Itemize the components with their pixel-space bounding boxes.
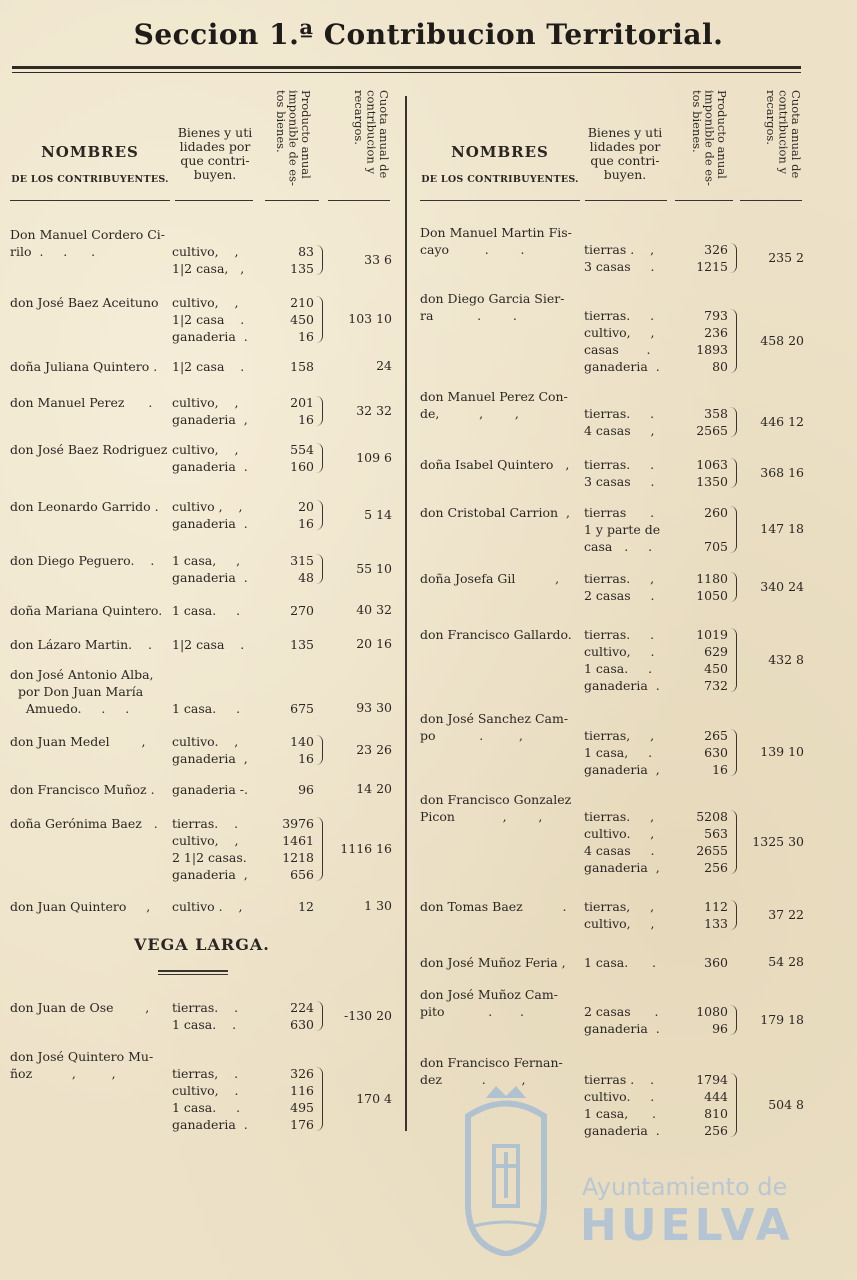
names-header-sub: DE LOS CONTRIBUYENTES. (421, 174, 579, 185)
asset-item: ganaderia . (172, 570, 248, 585)
cuota-header: Cuota anual de contribucion y recargos. (352, 90, 391, 179)
contributor-name: don Diego Garcia Sier- ra . . (420, 291, 565, 323)
product-value: 16 (298, 329, 314, 344)
asset-list (172, 636, 244, 653)
annual-quota: 139 10 (760, 744, 804, 759)
contributor-name: Don Manuel Martin Fis- cayo . . (420, 225, 572, 257)
asset-item: ganaderia . (172, 329, 248, 344)
annual-quota: 235 2 (768, 249, 804, 265)
asset-list (172, 999, 238, 1033)
asset-item: ganaderia , (584, 762, 660, 777)
column-divider (405, 96, 407, 1131)
asset-list (172, 733, 248, 767)
product-values (262, 441, 314, 475)
watermark-line1: Ayuntamiento de (582, 1173, 788, 1201)
asset-item: cultivo, , (172, 244, 239, 259)
asset-item: tierras, , (584, 899, 655, 914)
asset-item: cultivo, . (172, 1083, 239, 1098)
product-values (262, 636, 314, 653)
annual-quota: 446 12 (760, 413, 804, 429)
product-value: 1019 (696, 627, 728, 642)
right-column-header (420, 88, 804, 206)
product-values (262, 999, 314, 1033)
annual-quota: 23 26 (356, 741, 392, 757)
asset-item: tierras. , (584, 809, 655, 824)
asset-list (584, 504, 660, 555)
asset-list (172, 498, 248, 532)
asset-item: 1 casa. . (172, 1100, 241, 1115)
product-value: 260 (704, 505, 728, 520)
asset-list (172, 602, 240, 619)
product-value: 1794 (696, 1072, 728, 1087)
contributor-name: don Juan de Ose , (10, 1000, 150, 1015)
asset-item: ganaderia . (172, 459, 248, 474)
right-column (420, 88, 804, 1138)
product-value: 1063 (696, 457, 728, 472)
contributor-name: doña Gerónima Baez . (10, 816, 158, 831)
product-value (672, 521, 728, 538)
header-underline (265, 200, 319, 201)
asset-item: tierras. . (584, 308, 655, 323)
asset-item: cultivo, , (172, 833, 239, 848)
product-value: 495 (290, 1100, 314, 1115)
asset-item: tierras. . (172, 816, 239, 831)
asset-item: cultivo , , (172, 499, 243, 514)
asset-item: ganaderia , (584, 860, 660, 875)
annual-quota: -130 20 (344, 1007, 392, 1023)
product-value: 224 (290, 1000, 314, 1015)
asset-item: tierras . . (584, 1072, 655, 1087)
asset-item: cultivo, , (172, 295, 239, 310)
asset-item: ganaderia -. (172, 782, 248, 797)
title-rule-thick (12, 66, 801, 69)
product-value: 133 (704, 916, 728, 931)
asset-item: 1 casa. . (584, 955, 657, 970)
asset-item: 3 casas . (584, 259, 655, 274)
contributor-name: Don Manuel Cordero Ci- rilo . . . (10, 227, 166, 259)
bienes-header: Bienes y uti lidades por que contri- buyen. (587, 125, 663, 182)
contributor-name: don Francisco Muñoz . (10, 782, 155, 797)
product-value: 1218 (282, 850, 314, 865)
product-value: 315 (290, 553, 314, 568)
contributor-name: don José Quintero Mu- ñoz , , (10, 1049, 154, 1081)
annual-quota: 24 (376, 358, 392, 373)
header-underline (328, 200, 390, 201)
product-value: 96 (712, 1021, 728, 1036)
asset-list (584, 898, 654, 932)
product-value: 1461 (282, 833, 314, 848)
header-underline (585, 200, 667, 201)
product-value: 201 (290, 395, 314, 410)
header-underline (10, 200, 170, 201)
product-value: 16 (712, 762, 728, 777)
contributor-name: doña Isabel Quintero , (420, 457, 570, 472)
asset-list (584, 456, 655, 490)
annual-quota: 179 18 (760, 1011, 804, 1027)
asset-item: ganaderia . (584, 1123, 660, 1138)
names-header-label: NOMBRES (41, 143, 139, 161)
asset-item: cultivo, , (172, 442, 239, 457)
product-value: 1215 (696, 259, 728, 274)
asset-list (172, 441, 248, 475)
annual-quota: 55 10 (356, 560, 392, 576)
product-value: 1080 (696, 1004, 728, 1019)
asset-item: 1 y parte de (584, 522, 661, 537)
asset-item: ganaderia . (584, 678, 660, 693)
asset-item: 1|2 casa, , (172, 261, 245, 276)
product-value: 705 (704, 539, 728, 554)
asset-item: tierras. . (172, 1000, 239, 1015)
asset-item: 2 1|2 casas. (172, 850, 247, 865)
annual-quota: 33 6 (364, 251, 392, 267)
product-value: 265 (704, 728, 728, 743)
asset-item: 1 casa. . (172, 701, 241, 716)
producto-header: Producto anual imponible de es- tos bienes. (274, 90, 313, 186)
annual-quota: 20 16 (356, 636, 392, 651)
contributor-name: doña Josefa Gil , (420, 571, 560, 586)
product-value: 563 (704, 826, 728, 841)
product-value: 326 (704, 242, 728, 257)
asset-list (172, 815, 248, 883)
asset-item: 2 casas . (584, 588, 655, 603)
product-values (262, 294, 314, 345)
contributor-name: don Lázaro Martin. . (10, 637, 152, 652)
product-values (672, 504, 728, 555)
product-values (262, 394, 314, 428)
product-values (672, 307, 728, 375)
asset-list (172, 394, 248, 428)
annual-quota: 54 28 (768, 954, 804, 969)
product-value: 1180 (696, 571, 728, 586)
product-value: 2565 (696, 423, 728, 438)
asset-list (172, 358, 244, 375)
asset-item: 1 casa. . (172, 603, 241, 618)
names-header-sub: DE LOS CONTRIBUYENTES. (11, 174, 169, 185)
product-value: 326 (290, 1066, 314, 1081)
annual-quota: 93 30 (356, 700, 392, 715)
annual-quota: 432 8 (768, 651, 804, 667)
annual-quota: 458 20 (760, 332, 804, 348)
asset-item: tierras. . (584, 627, 655, 642)
product-value: 135 (290, 637, 314, 652)
product-value: 810 (704, 1106, 728, 1121)
product-value: 236 (704, 325, 728, 340)
asset-item: cultivo, , (584, 325, 655, 340)
asset-list (584, 405, 655, 439)
asset-item: 1|2 casa . (172, 312, 245, 327)
watermark (440, 1080, 800, 1270)
annual-quota: 1116 16 (340, 840, 392, 856)
asset-item: tierras. , (584, 571, 655, 586)
contributor-name: don José Muñoz Cam- pito . . (420, 987, 558, 1019)
product-value: 1050 (696, 588, 728, 603)
product-value: 732 (704, 678, 728, 693)
asset-list (172, 898, 242, 915)
asset-list (584, 1003, 660, 1037)
contributor-name: don Francisco Gallardo. (420, 627, 572, 642)
annual-quota: 504 8 (768, 1096, 804, 1112)
product-value: 630 (704, 745, 728, 760)
product-value: 158 (290, 359, 314, 374)
product-value: 48 (298, 570, 314, 585)
contributor-name: don José Antonio Alba, por Don Juan María Amuedo. . . (10, 667, 154, 716)
product-values (262, 733, 314, 767)
product-value: 160 (290, 459, 314, 474)
header-underline (175, 200, 253, 201)
annual-quota: 340 24 (760, 578, 804, 594)
product-value: 2655 (696, 843, 728, 858)
product-value: 629 (704, 644, 728, 659)
product-values (262, 1065, 314, 1133)
product-value: 256 (704, 1123, 728, 1138)
contributor-name: don José Sanchez Cam- po . , (420, 711, 569, 743)
left-column-header (10, 88, 396, 206)
product-values (262, 243, 314, 277)
product-value: 675 (290, 701, 314, 716)
asset-item: cultivo, , (584, 916, 655, 931)
asset-list (584, 954, 656, 971)
product-value: 1893 (696, 342, 728, 357)
product-value: 450 (704, 661, 728, 676)
header-underline (675, 200, 733, 201)
asset-item: 3 casas . (584, 474, 655, 489)
asset-item: tierras, , (584, 728, 655, 743)
product-value: 554 (290, 442, 314, 457)
product-values (672, 405, 728, 439)
annual-quota: 1 30 (364, 898, 392, 913)
asset-list (584, 727, 660, 778)
asset-item: tierras . (584, 505, 655, 520)
names-header (420, 143, 580, 185)
asset-item: cultivo. . (584, 1089, 655, 1104)
contributor-name: don Cristobal Carrion , (420, 505, 570, 520)
product-values (672, 570, 728, 604)
asset-item: 1|2 casa . (172, 637, 245, 652)
asset-item: 4 casas , (584, 423, 655, 438)
annual-quota: 109 6 (356, 449, 392, 465)
annual-quota: 1325 30 (752, 833, 804, 849)
product-value: 16 (298, 751, 314, 766)
contributor-name: doña Mariana Quintero. (10, 603, 163, 618)
product-value: 12 (298, 899, 314, 914)
asset-list (584, 626, 660, 694)
watermark-line2: HUELVA (580, 1200, 794, 1251)
asset-list (172, 243, 244, 277)
annual-quota: 368 16 (760, 464, 804, 480)
product-value: 112 (704, 899, 728, 914)
asset-item: tierras, . (172, 1066, 239, 1081)
asset-item: 1 casa, , (172, 553, 241, 568)
product-value: 16 (298, 516, 314, 531)
asset-item: 2 casas . (584, 1004, 659, 1019)
product-values (262, 602, 314, 619)
coat-of-arms-icon (446, 1086, 566, 1256)
product-value: 793 (704, 308, 728, 323)
asset-item: ganaderia . (584, 1021, 660, 1036)
contributor-name: don Tomas Baez . (420, 899, 567, 914)
asset-list (172, 294, 248, 345)
product-values (672, 456, 728, 490)
asset-item: cultivo. , (584, 826, 655, 841)
product-value: 3976 (282, 816, 314, 831)
product-value: 256 (704, 860, 728, 875)
header-underline (740, 200, 802, 201)
asset-item: cultivo. , (172, 734, 239, 749)
asset-list (172, 1065, 248, 1133)
product-values (672, 954, 728, 971)
product-value: 16 (298, 412, 314, 427)
asset-item: cultivo, . (584, 644, 655, 659)
asset-item: 1 casa. . (584, 661, 653, 676)
asset-list (172, 781, 248, 798)
product-values (262, 700, 314, 717)
contributor-name: don Francisco Fernan- dez . , (420, 1055, 563, 1087)
contributor-name: don José Muñoz Feria , (420, 955, 566, 970)
asset-item: casa . . (584, 539, 653, 554)
title-rule-thin (12, 72, 801, 73)
product-value: 444 (704, 1089, 728, 1104)
asset-item: cultivo, , (172, 395, 239, 410)
product-values (262, 815, 314, 883)
page-title: Seccion 1.ª Contribucion Territorial. (133, 18, 724, 51)
producto-header: Producto anual imponible de es- tos bienes. (690, 90, 729, 186)
contributor-name: don Juan Medel , (10, 734, 146, 749)
annual-quota: 170 4 (356, 1090, 392, 1106)
product-values (262, 358, 314, 375)
contributor-name: don José Baez Aceituno (10, 295, 159, 310)
product-value: 630 (290, 1017, 314, 1032)
product-value: 360 (704, 955, 728, 970)
annual-quota: 147 18 (760, 521, 804, 536)
asset-item: tierras . , (584, 242, 655, 257)
annual-quota: 103 10 (348, 311, 392, 326)
annual-quota: 14 20 (356, 781, 392, 796)
contributor-name: don Juan Quintero , (10, 899, 151, 914)
product-value: 358 (704, 406, 728, 421)
asset-item: 1 casa. . (172, 1017, 237, 1032)
product-value: 20 (298, 499, 314, 514)
annual-quota: 37 22 (768, 906, 804, 922)
asset-list (584, 808, 660, 876)
asset-item: ganaderia , (172, 751, 248, 766)
contributor-name: don José Baez Rodriguez (10, 442, 168, 457)
product-value: 210 (290, 295, 314, 310)
asset-list (172, 700, 240, 717)
product-value: 176 (290, 1117, 314, 1132)
asset-list (584, 307, 660, 375)
product-values (262, 552, 314, 586)
asset-list (172, 552, 248, 586)
product-value: 270 (290, 603, 314, 618)
contributor-name: don Francisco Gonzalez Picon , , (420, 792, 572, 824)
product-values (262, 898, 314, 915)
product-value: 450 (290, 312, 314, 327)
asset-item: 1 casa, . (584, 745, 653, 760)
contributor-name: don Diego Peguero. . (10, 553, 155, 568)
product-value: 1350 (696, 474, 728, 489)
header-underline (420, 200, 580, 201)
subheading-ornament-rule (158, 970, 228, 975)
product-value: 83 (298, 244, 314, 259)
product-values (672, 898, 728, 932)
product-values (672, 727, 728, 778)
subheading-vega-larga: VEGA LARGA. (134, 935, 270, 954)
asset-item: ganaderia , (172, 867, 248, 882)
product-value: 96 (298, 782, 314, 797)
contributor-name: don Leonardo Garrido . (10, 499, 159, 514)
contributor-name: don Manuel Perez . (10, 395, 153, 410)
product-values (672, 626, 728, 694)
product-value: 116 (290, 1083, 314, 1098)
asset-item: ganaderia , (172, 412, 248, 427)
asset-list (584, 570, 655, 604)
asset-item: cultivo . , (172, 899, 243, 914)
asset-item: ganaderia . (172, 1117, 248, 1132)
asset-item: 1 casa, . (584, 1106, 657, 1121)
product-value: 135 (290, 261, 314, 276)
contributor-name: doña Juliana Quintero . (10, 359, 158, 374)
annual-quota: 32 32 (356, 402, 392, 418)
product-value: 5208 (696, 809, 728, 824)
product-values (672, 1003, 728, 1037)
asset-item: ganaderia . (172, 516, 248, 531)
annual-quota: 5 14 (364, 506, 392, 522)
asset-item: ganaderia . (584, 359, 660, 374)
bienes-header: Bienes y uti lidades por que contri- buyen. (177, 125, 253, 182)
asset-item: tierras. . (584, 406, 655, 421)
product-values (672, 241, 728, 275)
asset-item: 1|2 casa . (172, 359, 245, 374)
product-value: 656 (290, 867, 314, 882)
product-value: 140 (290, 734, 314, 749)
names-header (10, 143, 170, 185)
product-values (262, 781, 314, 798)
product-values (672, 808, 728, 876)
asset-list (584, 241, 655, 275)
names-header-label: NOMBRES (451, 143, 549, 161)
asset-item: 4 casas . (584, 843, 655, 858)
asset-item: casas . (584, 342, 651, 357)
annual-quota: 40 32 (356, 602, 392, 617)
cuota-header: Cuota anual de contribucion y recargos. (764, 90, 803, 179)
asset-item: tierras. . (584, 457, 655, 472)
contributor-name: don Manuel Perez Con- de, , , (420, 389, 568, 421)
product-value: 80 (712, 359, 728, 374)
product-values (262, 498, 314, 532)
